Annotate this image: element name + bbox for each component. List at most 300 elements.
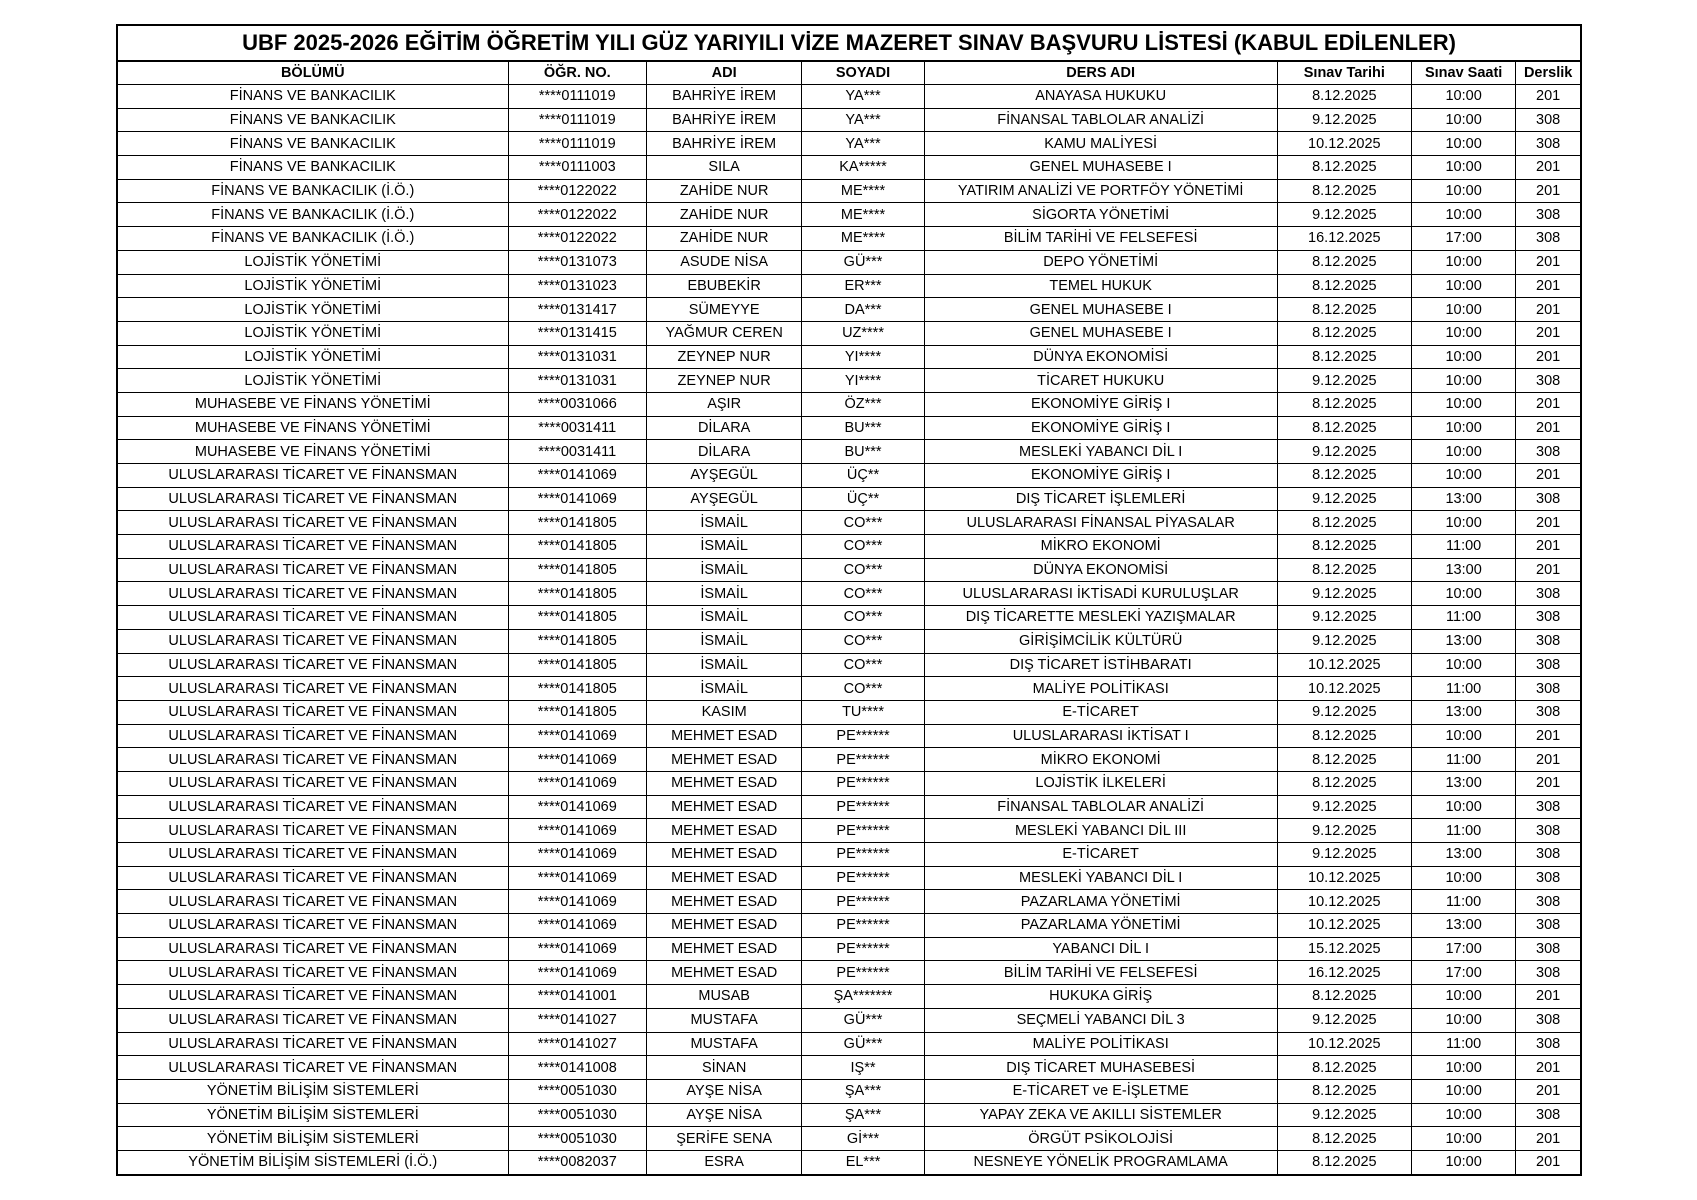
cell-last-name: GÜ***	[802, 1008, 924, 1032]
table-row	[118, 890, 1580, 914]
cell-exam-time: 10:00	[1412, 1103, 1516, 1127]
cell-student-no: ****0141805	[508, 629, 646, 653]
cell-department: YÖNETİM BİLİŞİM SİSTEMLERİ	[118, 1103, 508, 1127]
cell-course-name: MİKRO EKONOMİ	[924, 748, 1277, 772]
cell-exam-date: 8.12.2025	[1277, 724, 1411, 748]
cell-first-name: DİLARA	[646, 440, 801, 464]
cell-department: ULUSLARARASI TİCARET VE FİNANSMAN	[118, 677, 508, 701]
cell-exam-time: 10:00	[1412, 345, 1516, 369]
table-row	[118, 558, 1580, 582]
cell-classroom: 201	[1516, 345, 1580, 369]
table-row	[118, 961, 1580, 985]
cell-classroom: 201	[1516, 1127, 1580, 1151]
cell-exam-date: 8.12.2025	[1277, 1127, 1411, 1151]
cell-first-name: MEHMET ESAD	[646, 748, 801, 772]
table-row	[118, 724, 1580, 748]
cell-first-name: İSMAİL	[646, 511, 801, 535]
cell-course-name: DIŞ TİCARETTE MESLEKİ YAZIŞMALAR	[924, 606, 1277, 630]
cell-department: ULUSLARARASI TİCARET VE FİNANSMAN	[118, 937, 508, 961]
cell-exam-time: 11:00	[1412, 1032, 1516, 1056]
cell-first-name: İSMAİL	[646, 558, 801, 582]
cell-first-name: AYŞE NİSA	[646, 1103, 801, 1127]
cell-exam-time: 10:00	[1412, 653, 1516, 677]
cell-first-name: DİLARA	[646, 416, 801, 440]
cell-department: FİNANS VE BANKACILIK	[118, 132, 508, 156]
table-row	[118, 108, 1580, 132]
cell-first-name: İSMAİL	[646, 535, 801, 559]
cell-course-name: FİNANSAL TABLOLAR ANALİZİ	[924, 108, 1277, 132]
cell-course-name: E-TİCARET ve E-İŞLETME	[924, 1079, 1277, 1103]
cell-student-no: ****0131073	[508, 250, 646, 274]
cell-course-name: YABANCI DİL I	[924, 937, 1277, 961]
cell-department: LOJİSTİK YÖNETİMİ	[118, 345, 508, 369]
cell-department: MUHASEBE VE FİNANS YÖNETİMİ	[118, 416, 508, 440]
cell-student-no: ****0141805	[508, 653, 646, 677]
cell-department: FİNANS VE BANKACILIK (İ.Ö.)	[118, 179, 508, 203]
cell-exam-date: 8.12.2025	[1277, 179, 1411, 203]
cell-course-name: GENEL MUHASEBE I	[924, 298, 1277, 322]
cell-student-no: ****0141001	[508, 985, 646, 1009]
cell-exam-time: 13:00	[1412, 700, 1516, 724]
cell-student-no: ****0131415	[508, 321, 646, 345]
table-row	[118, 677, 1580, 701]
cell-last-name: PE******	[802, 961, 924, 985]
cell-exam-time: 11:00	[1412, 748, 1516, 772]
table-row	[118, 345, 1580, 369]
cell-exam-date: 10.12.2025	[1277, 866, 1411, 890]
cell-first-name: SÜMEYYE	[646, 298, 801, 322]
cell-department: ULUSLARARASI TİCARET VE FİNANSMAN	[118, 866, 508, 890]
col-header-department: BÖLÜMÜ	[118, 62, 508, 85]
cell-classroom: 308	[1516, 440, 1580, 464]
cell-classroom: 308	[1516, 108, 1580, 132]
cell-exam-time: 10:00	[1412, 582, 1516, 606]
cell-student-no: ****0051030	[508, 1127, 646, 1151]
cell-student-no: ****0051030	[508, 1079, 646, 1103]
cell-exam-time: 10:00	[1412, 1079, 1516, 1103]
col-header-student-no: ÖĞR. NO.	[508, 62, 646, 85]
cell-classroom: 308	[1516, 843, 1580, 867]
cell-classroom: 201	[1516, 274, 1580, 298]
table-row	[118, 582, 1580, 606]
cell-department: ULUSLARARASI TİCARET VE FİNANSMAN	[118, 1032, 508, 1056]
cell-last-name: ŞA***	[802, 1103, 924, 1127]
cell-first-name: ZAHİDE NUR	[646, 179, 801, 203]
cell-student-no: ****0141805	[508, 535, 646, 559]
cell-last-name: PE******	[802, 937, 924, 961]
table-row	[118, 1150, 1580, 1173]
cell-exam-date: 15.12.2025	[1277, 937, 1411, 961]
cell-first-name: AŞIR	[646, 392, 801, 416]
cell-course-name: MESLEKİ YABANCI DİL I	[924, 440, 1277, 464]
cell-exam-date: 9.12.2025	[1277, 108, 1411, 132]
cell-exam-time: 10:00	[1412, 132, 1516, 156]
cell-course-name: E-TİCARET	[924, 843, 1277, 867]
cell-first-name: MEHMET ESAD	[646, 866, 801, 890]
cell-exam-time: 10:00	[1412, 795, 1516, 819]
cell-student-no: ****0141069	[508, 464, 646, 488]
cell-course-name: DIŞ TİCARET MUHASEBESİ	[924, 1056, 1277, 1080]
cell-exam-date: 8.12.2025	[1277, 771, 1411, 795]
cell-classroom: 308	[1516, 369, 1580, 393]
col-header-last-name: SOYADI	[802, 62, 924, 85]
table-row	[118, 298, 1580, 322]
cell-course-name: ULUSLARARASI İKTİSAT I	[924, 724, 1277, 748]
cell-department: LOJİSTİK YÖNETİMİ	[118, 250, 508, 274]
cell-last-name: KA*****	[802, 156, 924, 180]
cell-classroom: 308	[1516, 629, 1580, 653]
cell-classroom: 201	[1516, 85, 1580, 109]
cell-course-name: PAZARLAMA YÖNETİMİ	[924, 914, 1277, 938]
cell-department: FİNANS VE BANKACILIK (İ.Ö.)	[118, 227, 508, 251]
col-header-course-name: DERS ADI	[924, 62, 1277, 85]
cell-department: ULUSLARARASI TİCARET VE FİNANSMAN	[118, 653, 508, 677]
cell-student-no: ****0141069	[508, 937, 646, 961]
cell-student-no: ****0122022	[508, 227, 646, 251]
cell-department: ULUSLARARASI TİCARET VE FİNANSMAN	[118, 558, 508, 582]
header-row	[118, 62, 1580, 85]
cell-classroom: 201	[1516, 1056, 1580, 1080]
cell-first-name: AYŞEGÜL	[646, 464, 801, 488]
cell-last-name: PE******	[802, 843, 924, 867]
cell-student-no: ****0031411	[508, 416, 646, 440]
cell-exam-date: 9.12.2025	[1277, 606, 1411, 630]
cell-student-no: ****0141805	[508, 511, 646, 535]
cell-last-name: PE******	[802, 914, 924, 938]
cell-last-name: YA***	[802, 85, 924, 109]
cell-exam-time: 17:00	[1412, 227, 1516, 251]
table-row	[118, 250, 1580, 274]
cell-first-name: MEHMET ESAD	[646, 843, 801, 867]
cell-exam-time: 10:00	[1412, 392, 1516, 416]
cell-course-name: BİLİM TARİHİ VE FELSEFESİ	[924, 961, 1277, 985]
cell-department: FİNANS VE BANKACILIK	[118, 85, 508, 109]
cell-last-name: ME****	[802, 227, 924, 251]
cell-exam-date: 9.12.2025	[1277, 369, 1411, 393]
table-row	[118, 1103, 1580, 1127]
cell-exam-time: 10:00	[1412, 85, 1516, 109]
cell-exam-date: 8.12.2025	[1277, 156, 1411, 180]
table-row	[118, 914, 1580, 938]
cell-student-no: ****0111019	[508, 85, 646, 109]
cell-student-no: ****0141069	[508, 843, 646, 867]
cell-first-name: ZEYNEP NUR	[646, 345, 801, 369]
table-row	[118, 748, 1580, 772]
cell-exam-date: 8.12.2025	[1277, 85, 1411, 109]
cell-department: MUHASEBE VE FİNANS YÖNETİMİ	[118, 440, 508, 464]
cell-course-name: LOJİSTİK İLKELERİ	[924, 771, 1277, 795]
cell-department: FİNANS VE BANKACILIK (İ.Ö.)	[118, 203, 508, 227]
table-row	[118, 937, 1580, 961]
cell-exam-time: 13:00	[1412, 629, 1516, 653]
cell-exam-time: 10:00	[1412, 416, 1516, 440]
cell-department: ULUSLARARASI TİCARET VE FİNANSMAN	[118, 795, 508, 819]
cell-exam-date: 9.12.2025	[1277, 440, 1411, 464]
cell-course-name: PAZARLAMA YÖNETİMİ	[924, 890, 1277, 914]
cell-classroom: 308	[1516, 700, 1580, 724]
cell-student-no: ****0141805	[508, 677, 646, 701]
cell-exam-date: 8.12.2025	[1277, 985, 1411, 1009]
cell-student-no: ****0141008	[508, 1056, 646, 1080]
cell-exam-time: 13:00	[1412, 558, 1516, 582]
cell-first-name: AYŞE NİSA	[646, 1079, 801, 1103]
col-header-exam-time: Sınav Saati	[1412, 62, 1516, 85]
cell-last-name: CO***	[802, 558, 924, 582]
cell-department: ULUSLARARASI TİCARET VE FİNANSMAN	[118, 582, 508, 606]
table-row	[118, 1079, 1580, 1103]
cell-exam-time: 10:00	[1412, 464, 1516, 488]
cell-department: LOJİSTİK YÖNETİMİ	[118, 369, 508, 393]
cell-exam-time: 11:00	[1412, 606, 1516, 630]
cell-first-name: MUSAB	[646, 985, 801, 1009]
cell-classroom: 308	[1516, 653, 1580, 677]
cell-exam-time: 10:00	[1412, 724, 1516, 748]
cell-first-name: AYŞEGÜL	[646, 487, 801, 511]
cell-exam-time: 17:00	[1412, 937, 1516, 961]
cell-exam-time: 10:00	[1412, 108, 1516, 132]
cell-first-name: ZAHİDE NUR	[646, 227, 801, 251]
cell-department: ULUSLARARASI TİCARET VE FİNANSMAN	[118, 724, 508, 748]
cell-course-name: ANAYASA HUKUKU	[924, 85, 1277, 109]
table-row	[118, 653, 1580, 677]
cell-exam-time: 11:00	[1412, 819, 1516, 843]
cell-classroom: 308	[1516, 914, 1580, 938]
cell-course-name: YAPAY ZEKA VE AKILLI SİSTEMLER	[924, 1103, 1277, 1127]
cell-course-name: NESNEYE YÖNELİK PROGRAMLAMA	[924, 1150, 1277, 1173]
table-row	[118, 629, 1580, 653]
cell-exam-time: 10:00	[1412, 298, 1516, 322]
cell-exam-date: 9.12.2025	[1277, 1008, 1411, 1032]
cell-exam-time: 10:00	[1412, 156, 1516, 180]
cell-last-name: UZ****	[802, 321, 924, 345]
cell-department: ULUSLARARASI TİCARET VE FİNANSMAN	[118, 511, 508, 535]
cell-last-name: PE******	[802, 819, 924, 843]
cell-student-no: ****0141069	[508, 795, 646, 819]
cell-course-name: FİNANSAL TABLOLAR ANALİZİ	[924, 795, 1277, 819]
cell-classroom: 201	[1516, 1079, 1580, 1103]
cell-last-name: ŞA*******	[802, 985, 924, 1009]
cell-course-name: MESLEKİ YABANCI DİL I	[924, 866, 1277, 890]
cell-exam-date: 8.12.2025	[1277, 321, 1411, 345]
cell-student-no: ****0141069	[508, 748, 646, 772]
cell-exam-date: 8.12.2025	[1277, 748, 1411, 772]
cell-exam-time: 10:00	[1412, 985, 1516, 1009]
cell-exam-time: 10:00	[1412, 866, 1516, 890]
table-row	[118, 700, 1580, 724]
cell-department: ULUSLARARASI TİCARET VE FİNANSMAN	[118, 914, 508, 938]
cell-exam-date: 8.12.2025	[1277, 1079, 1411, 1103]
cell-last-name: CO***	[802, 606, 924, 630]
cell-last-name: ÜÇ**	[802, 464, 924, 488]
col-header-classroom: Derslik	[1516, 62, 1580, 85]
table-row	[118, 203, 1580, 227]
cell-first-name: MEHMET ESAD	[646, 724, 801, 748]
cell-first-name: İSMAİL	[646, 629, 801, 653]
cell-exam-time: 10:00	[1412, 179, 1516, 203]
cell-exam-date: 8.12.2025	[1277, 1056, 1411, 1080]
cell-exam-date: 8.12.2025	[1277, 392, 1411, 416]
cell-exam-time: 17:00	[1412, 961, 1516, 985]
table-row	[118, 392, 1580, 416]
cell-student-no: ****0141805	[508, 700, 646, 724]
cell-exam-time: 10:00	[1412, 321, 1516, 345]
cell-classroom: 308	[1516, 132, 1580, 156]
cell-department: ULUSLARARASI TİCARET VE FİNANSMAN	[118, 890, 508, 914]
cell-classroom: 201	[1516, 392, 1580, 416]
cell-first-name: ASUDE NİSA	[646, 250, 801, 274]
cell-first-name: İSMAİL	[646, 653, 801, 677]
cell-exam-time: 10:00	[1412, 1150, 1516, 1173]
cell-exam-date: 8.12.2025	[1277, 274, 1411, 298]
cell-exam-time: 10:00	[1412, 511, 1516, 535]
cell-exam-date: 8.12.2025	[1277, 345, 1411, 369]
cell-classroom: 201	[1516, 724, 1580, 748]
cell-last-name: IŞ**	[802, 1056, 924, 1080]
cell-course-name: DIŞ TİCARET İŞLEMLERİ	[924, 487, 1277, 511]
cell-last-name: CO***	[802, 511, 924, 535]
cell-department: ULUSLARARASI TİCARET VE FİNANSMAN	[118, 771, 508, 795]
cell-exam-date: 10.12.2025	[1277, 914, 1411, 938]
cell-first-name: MEHMET ESAD	[646, 914, 801, 938]
cell-course-name: E-TİCARET	[924, 700, 1277, 724]
exam-table	[118, 62, 1580, 1174]
cell-last-name: GÜ***	[802, 1032, 924, 1056]
cell-course-name: HUKUKA GİRİŞ	[924, 985, 1277, 1009]
cell-department: ULUSLARARASI TİCARET VE FİNANSMAN	[118, 961, 508, 985]
cell-first-name: ZAHİDE NUR	[646, 203, 801, 227]
cell-department: YÖNETİM BİLİŞİM SİSTEMLERİ (İ.Ö.)	[118, 1150, 508, 1173]
cell-course-name: DIŞ TİCARET İSTİHBARATI	[924, 653, 1277, 677]
table-row	[118, 843, 1580, 867]
table-row	[118, 440, 1580, 464]
cell-exam-time: 10:00	[1412, 1056, 1516, 1080]
cell-department: ULUSLARARASI TİCARET VE FİNANSMAN	[118, 985, 508, 1009]
cell-exam-time: 13:00	[1412, 487, 1516, 511]
cell-department: ULUSLARARASI TİCARET VE FİNANSMAN	[118, 535, 508, 559]
cell-exam-time: 11:00	[1412, 890, 1516, 914]
cell-last-name: DA***	[802, 298, 924, 322]
col-header-first-name: ADI	[646, 62, 801, 85]
cell-course-name: TEMEL HUKUK	[924, 274, 1277, 298]
cell-department: LOJİSTİK YÖNETİMİ	[118, 298, 508, 322]
cell-course-name: ÖRGÜT PSİKOLOJİSİ	[924, 1127, 1277, 1151]
cell-exam-date: 9.12.2025	[1277, 582, 1411, 606]
table-row	[118, 1127, 1580, 1151]
table-row	[118, 416, 1580, 440]
cell-first-name: MEHMET ESAD	[646, 961, 801, 985]
cell-department: FİNANS VE BANKACILIK	[118, 156, 508, 180]
cell-last-name: YI****	[802, 369, 924, 393]
table-row	[118, 369, 1580, 393]
table-row	[118, 819, 1580, 843]
cell-first-name: SILA	[646, 156, 801, 180]
cell-last-name: Gİ***	[802, 1127, 924, 1151]
table-row	[118, 535, 1580, 559]
cell-department: ULUSLARARASI TİCARET VE FİNANSMAN	[118, 819, 508, 843]
cell-classroom: 308	[1516, 890, 1580, 914]
cell-first-name: İSMAİL	[646, 582, 801, 606]
cell-course-name: DÜNYA EKONOMİSİ	[924, 345, 1277, 369]
cell-course-name: SEÇMELİ YABANCI DİL 3	[924, 1008, 1277, 1032]
cell-course-name: BİLİM TARİHİ VE FELSEFESİ	[924, 227, 1277, 251]
cell-classroom: 201	[1516, 748, 1580, 772]
cell-student-no: ****0131031	[508, 369, 646, 393]
cell-department: ULUSLARARASI TİCARET VE FİNANSMAN	[118, 606, 508, 630]
table-row	[118, 464, 1580, 488]
cell-classroom: 308	[1516, 961, 1580, 985]
table-row	[118, 866, 1580, 890]
cell-course-name: GENEL MUHASEBE I	[924, 321, 1277, 345]
cell-last-name: BU***	[802, 440, 924, 464]
cell-last-name: YA***	[802, 132, 924, 156]
cell-last-name: PE******	[802, 890, 924, 914]
cell-student-no: ****0131417	[508, 298, 646, 322]
table-row	[118, 274, 1580, 298]
cell-student-no: ****0131031	[508, 345, 646, 369]
cell-department: ULUSLARARASI TİCARET VE FİNANSMAN	[118, 629, 508, 653]
cell-student-no: ****0141069	[508, 724, 646, 748]
cell-exam-time: 10:00	[1412, 1127, 1516, 1151]
cell-exam-date: 9.12.2025	[1277, 795, 1411, 819]
cell-last-name: ER***	[802, 274, 924, 298]
cell-first-name: MEHMET ESAD	[646, 937, 801, 961]
cell-course-name: TİCARET HUKUKU	[924, 369, 1277, 393]
cell-classroom: 201	[1516, 416, 1580, 440]
cell-exam-time: 11:00	[1412, 535, 1516, 559]
cell-department: ULUSLARARASI TİCARET VE FİNANSMAN	[118, 700, 508, 724]
cell-classroom: 308	[1516, 606, 1580, 630]
cell-student-no: ****0111003	[508, 156, 646, 180]
cell-student-no: ****0141805	[508, 606, 646, 630]
cell-course-name: MİKRO EKONOMİ	[924, 535, 1277, 559]
cell-last-name: PE******	[802, 866, 924, 890]
cell-first-name: BAHRİYE İREM	[646, 108, 801, 132]
cell-first-name: ZEYNEP NUR	[646, 369, 801, 393]
cell-department: ULUSLARARASI TİCARET VE FİNANSMAN	[118, 1056, 508, 1080]
cell-last-name: ÖZ***	[802, 392, 924, 416]
cell-student-no: ****0111019	[508, 132, 646, 156]
table-row	[118, 985, 1580, 1009]
cell-department: ULUSLARARASI TİCARET VE FİNANSMAN	[118, 748, 508, 772]
cell-classroom: 201	[1516, 156, 1580, 180]
cell-exam-date: 8.12.2025	[1277, 464, 1411, 488]
cell-course-name: KAMU MALİYESİ	[924, 132, 1277, 156]
cell-exam-date: 10.12.2025	[1277, 890, 1411, 914]
cell-exam-time: 10:00	[1412, 440, 1516, 464]
cell-student-no: ****0122022	[508, 203, 646, 227]
cell-course-name: MALİYE POLİTİKASI	[924, 677, 1277, 701]
cell-exam-date: 16.12.2025	[1277, 961, 1411, 985]
cell-exam-time: 13:00	[1412, 771, 1516, 795]
cell-student-no: ****0141069	[508, 866, 646, 890]
cell-exam-date: 8.12.2025	[1277, 535, 1411, 559]
cell-department: ULUSLARARASI TİCARET VE FİNANSMAN	[118, 843, 508, 867]
cell-student-no: ****0131023	[508, 274, 646, 298]
table-row	[118, 487, 1580, 511]
cell-student-no: ****0141069	[508, 771, 646, 795]
cell-first-name: İSMAİL	[646, 606, 801, 630]
table-row	[118, 179, 1580, 203]
cell-first-name: MUSTAFA	[646, 1032, 801, 1056]
cell-exam-date: 8.12.2025	[1277, 250, 1411, 274]
table-row	[118, 606, 1580, 630]
cell-last-name: BU***	[802, 416, 924, 440]
cell-course-name: DÜNYA EKONOMİSİ	[924, 558, 1277, 582]
cell-classroom: 308	[1516, 937, 1580, 961]
cell-classroom: 201	[1516, 558, 1580, 582]
cell-classroom: 201	[1516, 321, 1580, 345]
cell-exam-time: 13:00	[1412, 914, 1516, 938]
